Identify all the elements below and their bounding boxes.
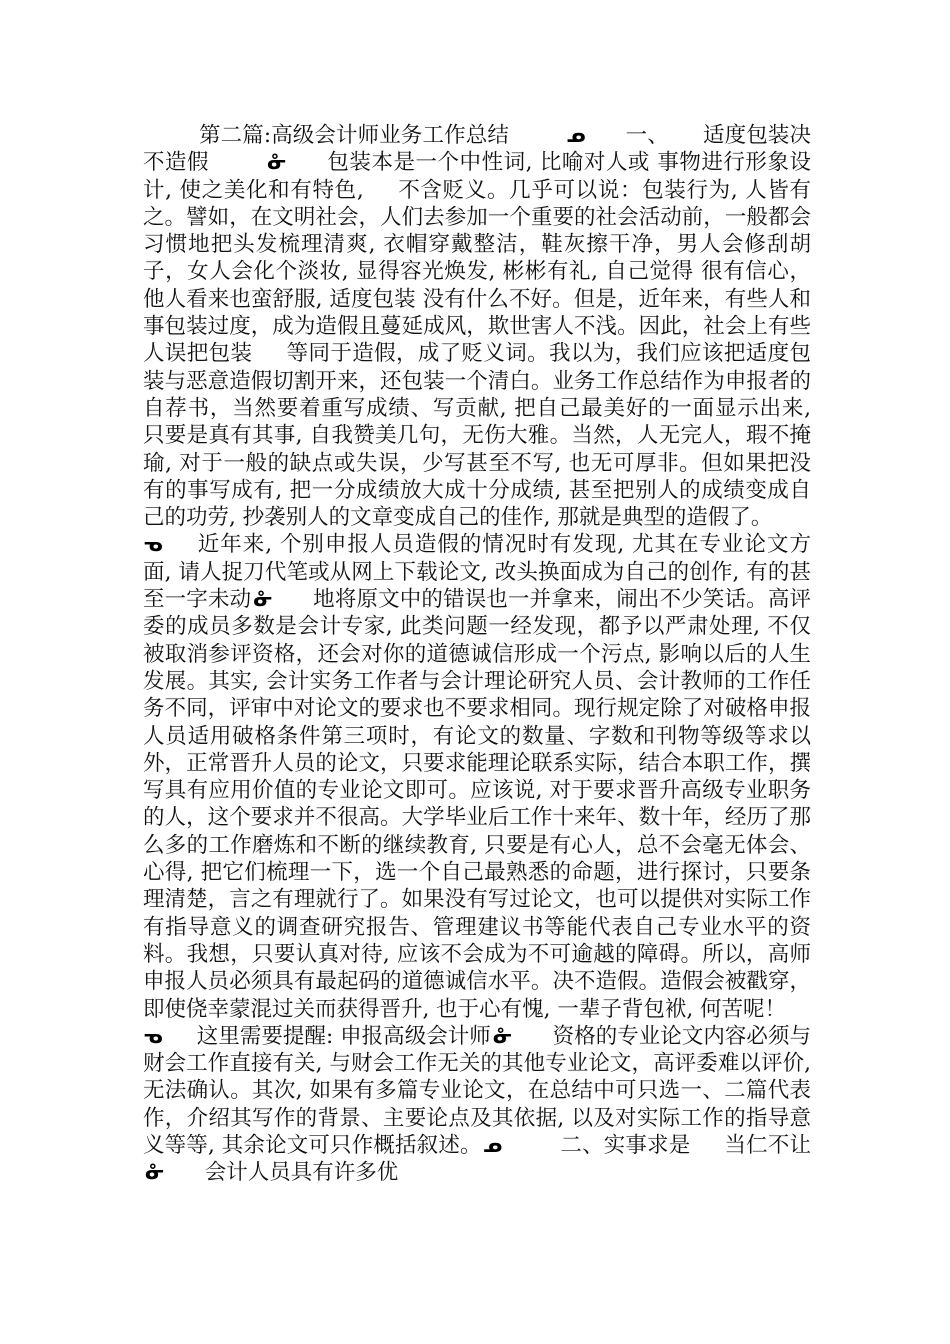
section-heading: 当仁不让 [724,1132,811,1158]
paragraph-text: 资格的专业论文内容必须与财会工作直接有关, 与财会工作无关的其他专业论文，高评委难以评价, 无法确认。其次, 如果有多篇专业论文，在总结中可只选一、二篇代表作，介绍其写作的背景、主要论点及其依据, 以及对实际工作的指导意义等等, 其余论文可只作概括叙述。 [143,1023,811,1158]
paragraph-text: 地将原文中的错误也一并拿来，闹出不少笑话。高评委的成员多数是会计专家, 此类问题一经发现，都予以严肃处理, 不仅被取消参评资格，还会对你的道德诚信形成一个污点, 影响以后的人生发展。其实, 会计实务工作者与会计理论研究人员、会计教师的工作任务不同，评审中对论文的要求也不要求相同。现行规定除了对破格申报人员适用破格条件第三项时，有论文的数量、字数和刊物等级等求以外，正常晋升人员的论文，只要求能理论联系实际，结合本职工作，撰写具有应用价值的专业论文即可。应该说, 对于要求晋升高级专业职务的人，这个要求并不很高。大学毕业后工作十来年、数十年，经历了那么多的工作磨炼和不断的继续教育, 只要是有心人，总不会毫无体会、心得, 把它们梳理一下，选一个自己最熟悉的命题，进行探讨，只要条理清楚，言之有理就行了。如果没有写过论文，也可以提供对实际工作有指导意义的调查研究报告、管理建议书等能代表自己专业水平的资料。我想，只要认真对待, 应该不会成为不可逾越的障碍。所以，高师申报人员必须具有最起码的道德诚信水平。决不造假。造假会被戳穿，即使侥幸蒙混过关而获得晋升, 也于心有愧, 一辈子背包袱, 何苦呢！ [143,587,811,1022]
paragraph-2 [143,531,811,1022]
paragraph-1 [143,122,811,531]
document-title: 第二篇:高级会计师业务工作总结 [199,123,509,148]
paragraph-text: 等同于造假，成了贬义词。我以为，我们应该把适度包装与恶意造假切割开来，还包装一个清白。业务工作总结作为申报者的自荐书，当然要着重写成绩、写贡献, 把自己最美好的一面显示出来, 只要是真有其事, 自我赞美几句，无伤大雅。当然，人无完人，瑕不掩瑜, 对于一般的缺点或失误，少写甚至不写, 也无可厚非。但如果把没有的事写成有, 把一分成绩放大成十分成绩, 甚至把别人的成绩变成自己的功劳, 抄袭别人的文章变成自己的佳作, 那就是典型的造假了。 [143,341,811,531]
line-break-mark-icon: ᓁ [145,1160,165,1185]
paragraph-text: 会计人员具有许多优 [204,1160,399,1186]
paragraph-text: 不含贬义。几乎可以说：包装行为, 人皆有之。譬如，在文明社会，人们去参加一个重要的社会活动前，一般都会习惯地把头发梳理清爽, 衣帽穿戴整洁，鞋灰擦干净，男人会修刮胡子，女人会化个淡妆, 显得容光焕发, 彬彬有礼, 自己觉得 [143,177,811,285]
document-body [143,122,811,1187]
paragraph-text: 很有信心，他人看来也蛮舒服, 适度包装 [143,259,811,312]
paragraph-lead-mark-icon: ᓀ [143,532,163,557]
section-number: 一、 [625,123,669,148]
paragraph-text: 没有什么不好。但是，近年来，有些人和事包装过度，成为造假且蔓延成风，欺世害人不浅。因此，社会上有些人误把包装 [143,286,811,367]
section-heading: 适度包装决不造假 [143,123,811,176]
paragraph-mark-icon: ᓄ [483,1132,503,1157]
paragraph-text: 近年来, 个别申报人员造假的情况时有发现, 尤其在专业论文方面, 请人捉刀代笔或从网上下载论文, 改头换面成为自己的创作, 有的甚至一字未动 [143,532,811,613]
paragraph-mark-icon: ᓄ [566,123,586,147]
line-break-mark-icon: ᓁ [253,587,274,612]
line-break-mark-icon: ᓁ [492,1023,513,1048]
section-heading: 二、实事求是 [560,1132,691,1158]
paragraph-text: 这里需要提醒: 申报高级会计师 [196,1023,491,1049]
paragraph-3 [143,1023,811,1187]
paragraph-text: 包装本是一个中性词, 比喻对人或 事物进行形象设计, 使之美化和有特色, [143,150,811,203]
paragraph-lead-mark-icon: ᓀ [143,1023,163,1048]
line-break-mark-icon: ᓁ [267,150,287,175]
